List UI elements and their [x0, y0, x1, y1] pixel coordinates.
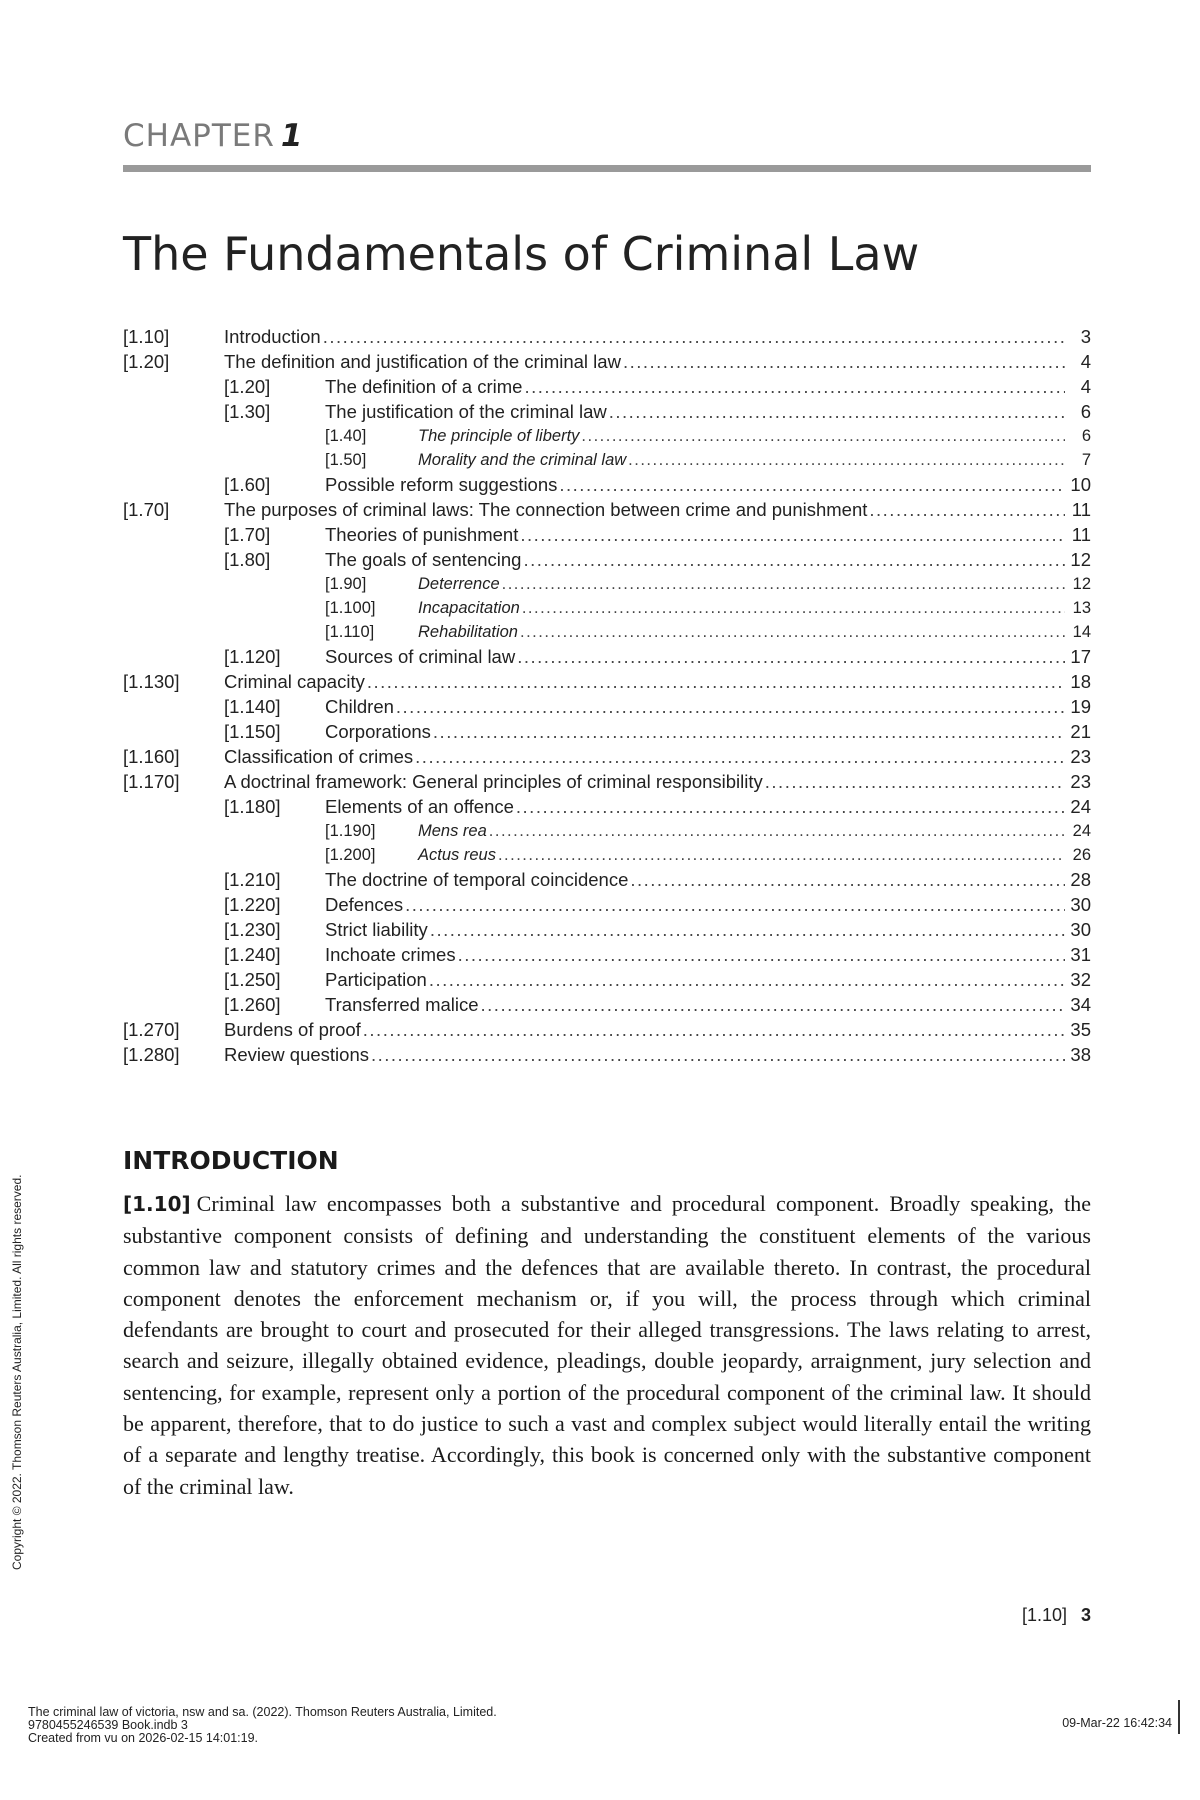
chapter-rule — [123, 165, 1091, 172]
toc-leader-dots — [517, 644, 1065, 669]
toc-entry-number: [1.230] — [224, 919, 281, 940]
toc-entry-line — [325, 374, 1091, 399]
toc-entry-title: Incapacitation — [418, 596, 522, 621]
toc-entry-number: [1.80] — [224, 549, 271, 570]
toc-entry-title: The purposes of criminal laws: The connection between crime and punishment — [224, 499, 868, 520]
toc-entry — [123, 620, 1091, 644]
toc-entry-page: 23 — [1065, 769, 1091, 794]
toc-entry — [123, 744, 1091, 769]
toc-entry-number: [1.250] — [224, 969, 281, 990]
toc-entry-number: [1.240] — [224, 944, 281, 965]
toc-entry — [123, 324, 1091, 349]
toc-leader-dots — [765, 769, 1065, 794]
toc-entry-title: Possible reform suggestions — [325, 474, 558, 495]
toc-entry-title: Defences — [325, 894, 404, 915]
toc-entry-number: [1.170] — [123, 771, 180, 792]
toc-leader-dots — [481, 992, 1065, 1017]
toc-entry-page: 17 — [1065, 644, 1091, 669]
toc-entry-page: 4 — [1065, 374, 1091, 399]
toc-entry-line — [418, 620, 1091, 645]
toc-entry-page: 11 — [1065, 497, 1091, 522]
toc-entry-line — [325, 399, 1091, 424]
toc-entry — [123, 1042, 1091, 1067]
chapter-label-text: CHAPTER — [123, 118, 275, 154]
toc-leader-dots — [430, 917, 1065, 942]
chapter-title: The Fundamentals of Criminal Law — [123, 227, 920, 281]
toc-leader-dots — [623, 349, 1065, 374]
toc-entry-page: 7 — [1065, 448, 1091, 473]
toc-entry — [123, 794, 1091, 819]
toc-entry-title: Inchoate crimes — [325, 944, 456, 965]
toc-entry-page: 31 — [1065, 942, 1091, 967]
toc-leader-dots — [371, 1042, 1065, 1067]
toc-entry-page: 24 — [1065, 819, 1091, 844]
toc-entry — [123, 472, 1091, 497]
toc-entry-line — [325, 472, 1091, 497]
toc-entry-line — [224, 324, 1091, 349]
toc-entry-title: The justification of the criminal law — [325, 401, 607, 422]
chapter-number: 1 — [280, 118, 304, 154]
toc-entry — [123, 522, 1091, 547]
toc-entry-title: The doctrine of temporal coincidence — [325, 869, 629, 890]
toc-entry-page: 6 — [1065, 424, 1091, 449]
toc-leader-dots — [323, 324, 1065, 349]
toc-entry-title: Mens rea — [418, 819, 489, 844]
toc-entry-number: [1.10] — [123, 326, 170, 347]
toc-entry-number: [1.260] — [224, 994, 281, 1015]
toc-entry-line — [325, 719, 1091, 744]
toc-leader-dots — [630, 867, 1065, 892]
toc-entry-number: [1.70] — [123, 499, 170, 520]
toc-entry-line — [325, 547, 1091, 572]
toc-entry-line — [224, 349, 1091, 374]
toc-entry-line — [418, 819, 1091, 844]
toc-entry-title: Children — [325, 696, 394, 717]
toc-leader-dots — [429, 967, 1065, 992]
toc-entry-title: Sources of criminal law — [325, 646, 516, 667]
toc-entry-number: [1.270] — [123, 1019, 180, 1040]
toc-entry-page: 3 — [1065, 324, 1091, 349]
toc-entry-page: 34 — [1065, 992, 1091, 1017]
toc-entry — [123, 572, 1091, 596]
print-timestamp: 09-Mar-22 16:42:34 — [1062, 1716, 1172, 1730]
toc-leader-dots — [367, 669, 1065, 694]
section-heading: INTRODUCTION — [123, 1146, 339, 1175]
toc-entry-page: 14 — [1065, 620, 1091, 645]
toc-entry-page: 38 — [1065, 1042, 1091, 1067]
toc-entry — [123, 547, 1091, 572]
toc-entry-number: [1.200] — [325, 846, 376, 864]
toc-entry-number: [1.150] — [224, 721, 281, 742]
toc-leader-dots — [458, 942, 1065, 967]
toc-entry-title: Deterrence — [418, 572, 502, 597]
toc-entry-page: 11 — [1065, 522, 1091, 547]
toc-entry-line — [325, 892, 1091, 917]
toc-entry-number: [1.180] — [224, 796, 281, 817]
toc-entry-title: Burdens of proof — [224, 1019, 361, 1040]
toc-entry-title: Classification of crimes — [224, 746, 414, 767]
toc-entry — [123, 967, 1091, 992]
toc-entry-page: 24 — [1065, 794, 1091, 819]
toc-entry-page: 28 — [1065, 867, 1091, 892]
toc-entry-page: 4 — [1065, 349, 1091, 374]
toc-leader-dots — [516, 794, 1065, 819]
toc-leader-dots — [433, 719, 1065, 744]
source-line: The criminal law of victoria, nsw and sa. (2022). Thomson Reuters Australia, Limited. — [28, 1705, 497, 1719]
toc-entry-page: 21 — [1065, 719, 1091, 744]
toc-leader-dots — [581, 424, 1065, 449]
toc-entry — [123, 374, 1091, 399]
toc-entry-number: [1.160] — [123, 746, 180, 767]
toc-entry — [123, 669, 1091, 694]
toc-entry — [123, 892, 1091, 917]
toc-entry-number: [1.30] — [224, 401, 271, 422]
toc-entry-number: [1.40] — [325, 427, 367, 445]
toc-entry-line — [418, 596, 1091, 621]
toc-entry-line — [418, 843, 1091, 868]
toc-leader-dots — [502, 572, 1065, 597]
source-line: Created from vu on 2026-02-15 14:01:19. — [28, 1731, 259, 1745]
toc-entry-line — [224, 769, 1091, 794]
toc-leader-dots — [628, 448, 1065, 473]
source-line: 9780455246539 Book.indb 3 — [28, 1718, 188, 1732]
toc-entry-page: 30 — [1065, 917, 1091, 942]
toc-entry-page: 18 — [1065, 669, 1091, 694]
toc-entry-title: Actus reus — [418, 843, 498, 868]
toc-leader-dots — [869, 497, 1065, 522]
toc-entry-title: Rehabilitation — [418, 620, 520, 645]
toc-leader-dots — [524, 374, 1065, 399]
toc-entry — [123, 992, 1091, 1017]
table-of-contents — [123, 324, 1091, 1067]
toc-entry — [123, 942, 1091, 967]
toc-leader-dots — [405, 892, 1065, 917]
toc-entry — [123, 448, 1091, 472]
toc-entry-number: [1.60] — [224, 474, 271, 495]
toc-entry-page: 13 — [1065, 596, 1091, 621]
toc-entry-line — [224, 669, 1091, 694]
toc-leader-dots — [396, 694, 1065, 719]
toc-entry-title: Corporations — [325, 721, 431, 742]
toc-entry-title: Strict liability — [325, 919, 428, 940]
toc-leader-dots — [489, 819, 1065, 844]
toc-entry-number: [1.210] — [224, 869, 281, 890]
toc-entry-line — [325, 694, 1091, 719]
toc-entry-title: Transferred malice — [325, 994, 479, 1015]
toc-entry-title: The definition and justification of the criminal law — [224, 351, 621, 372]
toc-entry-number: [1.100] — [325, 599, 376, 617]
toc-leader-dots — [523, 547, 1065, 572]
toc-entry-title: Participation — [325, 969, 427, 990]
toc-entry-number: [1.280] — [123, 1044, 180, 1065]
toc-entry-number: [1.20] — [123, 351, 170, 372]
toc-entry-number: [1.20] — [224, 376, 271, 397]
toc-entry-title: Morality and the criminal law — [418, 448, 628, 473]
toc-entry-page: 12 — [1065, 547, 1091, 572]
toc-entry — [123, 819, 1091, 843]
toc-entry-line — [224, 744, 1091, 769]
paragraph-reference: [1.10] — [123, 1192, 191, 1216]
toc-entry-page: 19 — [1065, 694, 1091, 719]
toc-entry — [123, 399, 1091, 424]
toc-entry-number: [1.50] — [325, 451, 367, 469]
toc-entry-page: 12 — [1065, 572, 1091, 597]
toc-entry-page: 30 — [1065, 892, 1091, 917]
toc-entry-line — [224, 1042, 1091, 1067]
toc-entry-number: [1.190] — [325, 822, 376, 840]
toc-entry-page: 10 — [1065, 472, 1091, 497]
toc-entry — [123, 424, 1091, 448]
introduction-paragraph — [123, 1188, 1091, 1502]
toc-entry-line — [224, 1017, 1091, 1042]
toc-leader-dots — [609, 399, 1065, 424]
toc-entry — [123, 644, 1091, 669]
toc-entry — [123, 719, 1091, 744]
toc-entry-line — [418, 424, 1091, 449]
toc-entry-title: Theories of punishment — [325, 524, 519, 545]
toc-entry-line — [325, 522, 1091, 547]
toc-entry-number: [1.140] — [224, 696, 281, 717]
toc-entry — [123, 769, 1091, 794]
toc-entry — [123, 497, 1091, 522]
toc-entry — [123, 867, 1091, 892]
toc-entry-page: 23 — [1065, 744, 1091, 769]
toc-entry-title: Review questions — [224, 1044, 369, 1065]
toc-entry-line — [325, 867, 1091, 892]
toc-leader-dots — [415, 744, 1065, 769]
toc-entry-page: 32 — [1065, 967, 1091, 992]
toc-entry-title: Introduction — [224, 326, 321, 347]
chapter-label — [123, 118, 304, 154]
paragraph-text: Criminal law encompasses both a substantive and procedural component. Broadly speaking, the substantive component consists of defining and understanding the constituent elements of the various common law and statutory crimes and the defences that are available thereto. In contrast, the procedural component denotes the enforcement mechanism or, if you will, the process through which criminal defendants are brought to court and prosecuted for their alleged transgressions. The laws relating to arrest, search and seizure, illegally obtained evidence, pleadings, double jeopardy, arraignment, jury selection and sentencing, for example, represent only a portion of the procedural component of the criminal law. It should be apparent, therefore, that to do justice to such a vast and complex subject would literally entail the writing of a separate and lengthy treatise. Accordingly, this book is concerned only with the substantive component of the criminal law. — [123, 1191, 1091, 1499]
toc-entry-line — [325, 917, 1091, 942]
toc-leader-dots — [522, 596, 1065, 621]
running-footer — [1022, 1605, 1091, 1626]
toc-entry-line — [418, 448, 1091, 473]
toc-entry-page: 35 — [1065, 1017, 1091, 1042]
toc-entry-title: The goals of sentencing — [325, 549, 522, 570]
toc-entry-title: The principle of liberty — [418, 424, 581, 449]
toc-leader-dots — [559, 472, 1065, 497]
toc-entry — [123, 843, 1091, 867]
toc-entry-line — [418, 572, 1091, 597]
toc-entry-title: The definition of a crime — [325, 376, 523, 397]
side-copyright: Copyright © 2022. Thomson Reuters Australia, Limited. All rights reserved. — [10, 1174, 24, 1570]
toc-entry-title: Elements of an offence — [325, 796, 514, 817]
toc-leader-dots — [520, 522, 1065, 547]
toc-entry-number: [1.130] — [123, 671, 180, 692]
toc-entry-number: [1.90] — [325, 575, 367, 593]
toc-entry-title: Criminal capacity — [224, 671, 365, 692]
toc-entry — [123, 694, 1091, 719]
toc-entry-number: [1.110] — [325, 623, 375, 641]
toc-entry-line — [325, 967, 1091, 992]
toc-entry-title: A doctrinal framework: General principles of criminal responsibility — [224, 771, 763, 792]
toc-entry-line — [325, 992, 1091, 1017]
toc-leader-dots — [520, 620, 1065, 645]
toc-entry-number: [1.70] — [224, 524, 271, 545]
toc-entry-line — [325, 644, 1091, 669]
toc-entry-line — [325, 942, 1091, 967]
toc-entry — [123, 596, 1091, 620]
toc-entry-line — [224, 497, 1091, 522]
source-info — [28, 1706, 497, 1745]
toc-entry-number: [1.220] — [224, 894, 281, 915]
toc-entry — [123, 917, 1091, 942]
toc-leader-dots — [498, 843, 1065, 868]
toc-leader-dots — [363, 1017, 1065, 1042]
toc-entry-number: [1.120] — [224, 646, 281, 667]
toc-entry-line — [325, 794, 1091, 819]
toc-entry-page: 6 — [1065, 399, 1091, 424]
page-number: 3 — [1080, 1605, 1091, 1625]
toc-entry-page: 26 — [1065, 843, 1091, 868]
crop-mark — [1178, 1700, 1180, 1734]
footer-reference: [1.10] — [1021, 1605, 1067, 1625]
toc-entry — [123, 349, 1091, 374]
toc-entry — [123, 1017, 1091, 1042]
